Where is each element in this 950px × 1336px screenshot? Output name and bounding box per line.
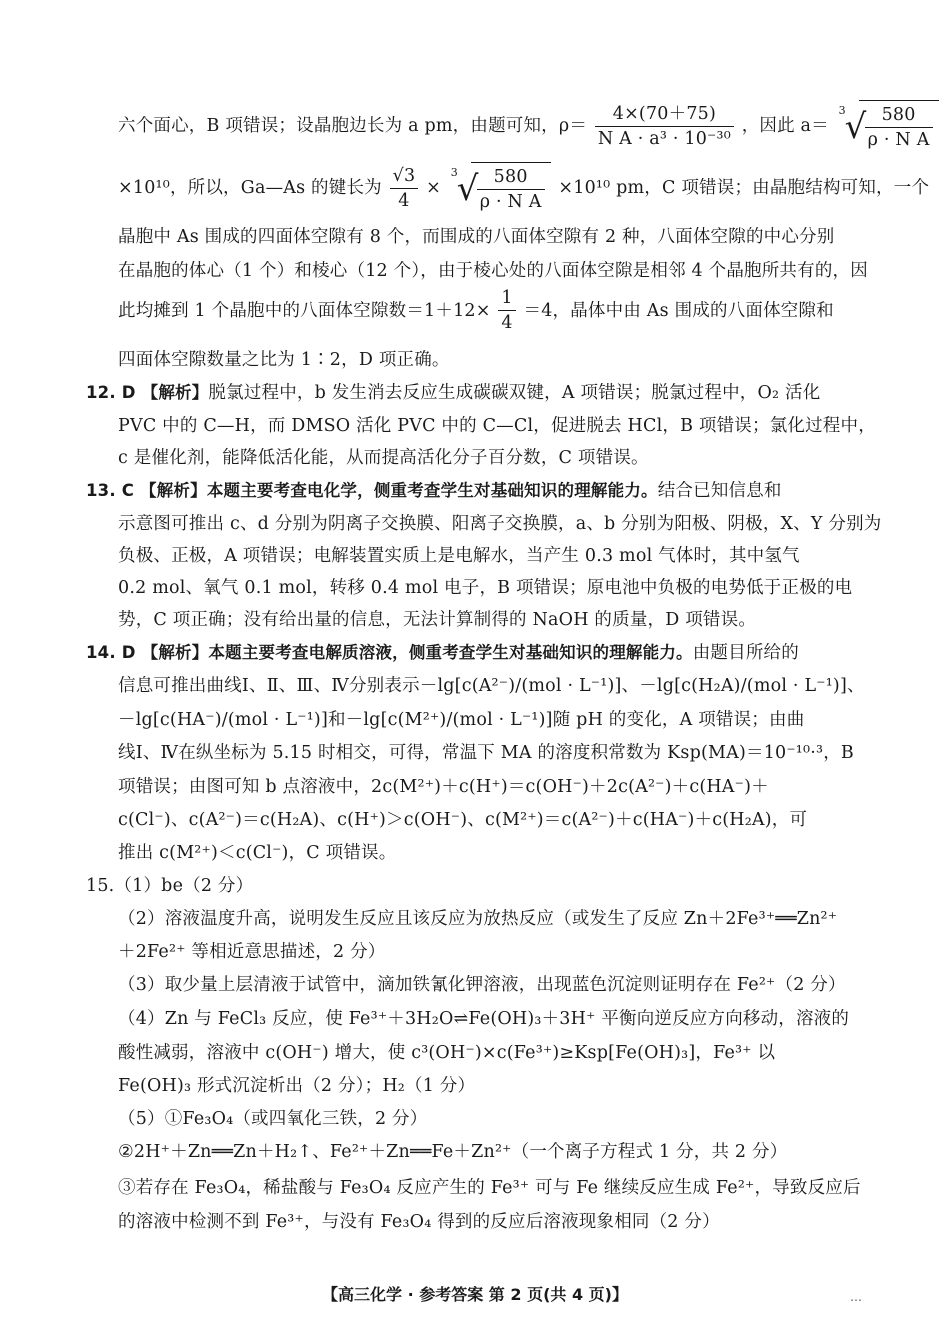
question-15-line-1: 15.（1）be（2 分） [86,876,254,896]
quarter-denominator: 4 [501,313,513,333]
question-15-line-3: ＋2Fe²⁺ 等相近意思描述，2 分） [118,942,386,962]
question-13-line-5: 势，C 项正确；没有给出量的信息，无法计算制得的 NaOH 的质量，D 项错误。 [118,610,757,630]
quarter-numerator: 1 [498,286,515,311]
radical-sign-icon: √ [844,107,867,147]
root-index: 3 [838,104,846,117]
question-12-heading: 12. D 【解析】 [86,383,209,402]
root1-fraction [865,103,933,152]
question-15-line-5: （4）Zn 与 FeCl₃ 反应，使 Fe³⁺＋3H₂O⇌Fe(OH)₃＋3H⁺ 平衡向逆反应方向移动，溶液的 [118,1009,850,1029]
math1-prefix: 六个面心，B 项错误；设晶胞边长为 a pm，由题可知，ρ＝ [118,116,588,136]
question-13-text: 结合已知信息和 [657,481,782,501]
question-15-line-10: ③若存在 Fe₃O₄，稀盐酸与 Fe₃O₄ 反应产生的 Fe³⁺ 可与 Fe 继续反应生成 Fe²⁺，导致反应后 [118,1178,861,1198]
math2-prefix: ×10¹⁰，所以，Ga—As 的键长为 [118,178,382,198]
root2-fraction [477,165,545,214]
sqrt3-fraction [390,164,419,213]
cube-root-1 [837,100,939,152]
root2-numerator: 580 [477,165,545,190]
text-line-math-2 [118,162,929,222]
question-14-heading: 14. D 【解析】本题主要考查电解质溶液，侧重考查学生对基础知识的理解能力。 [86,643,693,662]
question-15-line-7: Fe(OH)₃ 形式沉淀析出（2 分）；H₂（1 分） [118,1076,476,1096]
math3-suffix: ＝4，晶体中由 As 围成的八面体空隙和 [523,300,834,321]
question-14-text: 由题目所给的 [692,643,799,663]
math1-mid: ，因此 a＝ [741,116,829,136]
question-14-line-3: －lg[c(HA⁻)/(mol · L⁻¹)]和－lg[c(M²⁺)/(mol · L⁻¹)]随 pH 的变化，A 项错误；由曲 [118,710,805,730]
text-line: 四面体空隙数量之比为 1∶2，D 项正确。 [118,350,450,370]
question-15-line-6: 酸性减弱，溶液中 c(OH⁻) 增大，使 c³(OH⁻)×c(Fe³⁺)≥Ksp[Fe(OH)₃]，Fe³⁺ 以 [118,1043,776,1063]
text-line: 在晶胞的体心（1 个）和棱心（12 个），由于棱心处的八面体空隙是相邻 4 个晶胞所共有的，因 [118,261,868,281]
question-15-line-9: ②2H⁺＋Zn══Zn＋H₂↑、Fe²⁺＋Zn══Fe＋Zn²⁺（一个离子方程式 1 分，共 2 分） [118,1142,788,1162]
math2-mid: × [426,178,441,198]
density-numerator: 4×(70＋75) [595,102,734,127]
radical-sign-icon: √ [456,169,479,209]
root-index: 3 [450,166,458,179]
sqrt3-numerator: √3 [390,164,419,189]
question-12-text: 脱氯过程中，b 发生消去反应生成碳碳双键，A 项错误；脱氯过程中，O₂ 活化 [208,383,821,403]
question-15-line-8: （5）①Fe₃O₄（或四氧化三铁，2 分） [118,1109,428,1129]
question-13-line-4: 0.2 mol、氧气 0.1 mol，转移 0.4 mol 电子，B 项错误；原电池中负极的电势低于正极的电 [118,578,853,598]
text-line-math-1 [118,100,941,160]
density-denominator: N A · a³ · 10⁻³⁰ [597,128,731,149]
question-14-line-7: 推出 c(M²⁺)＜c(Cl⁻)，C 项错误。 [118,843,397,863]
corner-mark: … [850,1290,862,1304]
question-15-line-11: 的溶液中检测不到 Fe³⁺，与没有 Fe₃O₄ 得到的反应后溶液现象相同（2 分） [118,1212,720,1232]
question-13-heading: 13. C 【解析】本题主要考查电化学，侧重考查学生对基础知识的理解能力。 [86,481,658,500]
question-12-line-3: c 是催化剂，能降低活化能，从而提高活化分子百分数，C 项错误。 [118,448,649,468]
root1-denominator: ρ · N A [867,130,930,150]
question-15-line-2: （2）溶液温度升高，说明发生反应且该反应为放热反应（或发生了反应 Zn＋2Fe³⁺══Zn²⁺ [118,909,838,929]
question-13-line-2: 示意图可推出 c、d 分别为阴离子交换膜、阳离子交换膜，a、b 分别为阳极、阴极，X、Y 分别为 [118,514,882,534]
question-14-line-1 [86,638,799,668]
question-12-line-1 [86,378,820,408]
math2-suffix: ×10¹⁰ pm，C 项错误；由晶胞结构可知，一个 [558,178,930,198]
question-13-line-1 [86,476,782,506]
question-13-line-3: 负极、正极，A 项错误；电解装置实质上是电解水，当产生 0.3 mol 气体时，其中氢气 [118,546,800,566]
cube-root-2 [449,162,551,214]
quarter-fraction [498,286,515,335]
page-footer: 【高三化学 · 参考答案 第 2 页(共 4 页)】 [322,1285,628,1304]
density-fraction [595,102,734,151]
question-15-line-4: （3）取少量上层清液于试管中，滴加铁氰化钾溶液，出现蓝色沉淀则证明存在 Fe²⁺（2 分） [118,975,846,995]
question-14-line-4: 线Ⅰ、Ⅳ在纵坐标为 5.15 时相交，可得，常温下 MA 的溶度积常数为 Ksp(MA)＝10⁻¹⁰·³，B [118,743,854,763]
root1-numerator: 580 [865,103,933,128]
sqrt3-denominator: 4 [398,190,410,211]
math3-prefix: 此均摊到 1 个晶胞中的八面体空隙数＝1＋12× [118,300,491,321]
question-14-line-2: 信息可推出曲线Ⅰ、Ⅱ、Ⅲ、Ⅳ分别表示－lg[c(A²⁻)/(mol · L⁻¹)]、－lg[c(H₂A)/(mol · L⁻¹)]、 [118,676,865,696]
question-12-line-2: PVC 中的 C—H，而 DMSO 活化 PVC 中的 C—Cl，促进脱去 HCl，B 项错误；氯化过程中， [118,416,876,436]
question-14-line-5: 项错误；由图可知 b 点溶液中，2c(M²⁺)＋c(H⁺)＝c(OH⁻)＋2c(A²⁻)＋c(HA⁻)＋ [118,777,769,797]
question-14-line-6: c(Cl⁻)、c(A²⁻)＝c(H₂A)、c(H⁺)＞c(OH⁻)、c(M²⁺)＝c(A²⁻)＋c(HA⁻)＋c(H₂A)，可 [118,810,808,830]
root2-denominator: ρ · N A [479,192,542,212]
text-line: 晶胞中 As 围成的四面体空隙有 8 个，而围成的八面体空隙有 2 种，八面体空隙的中心分别 [118,227,835,247]
text-line-math-3 [118,286,834,346]
